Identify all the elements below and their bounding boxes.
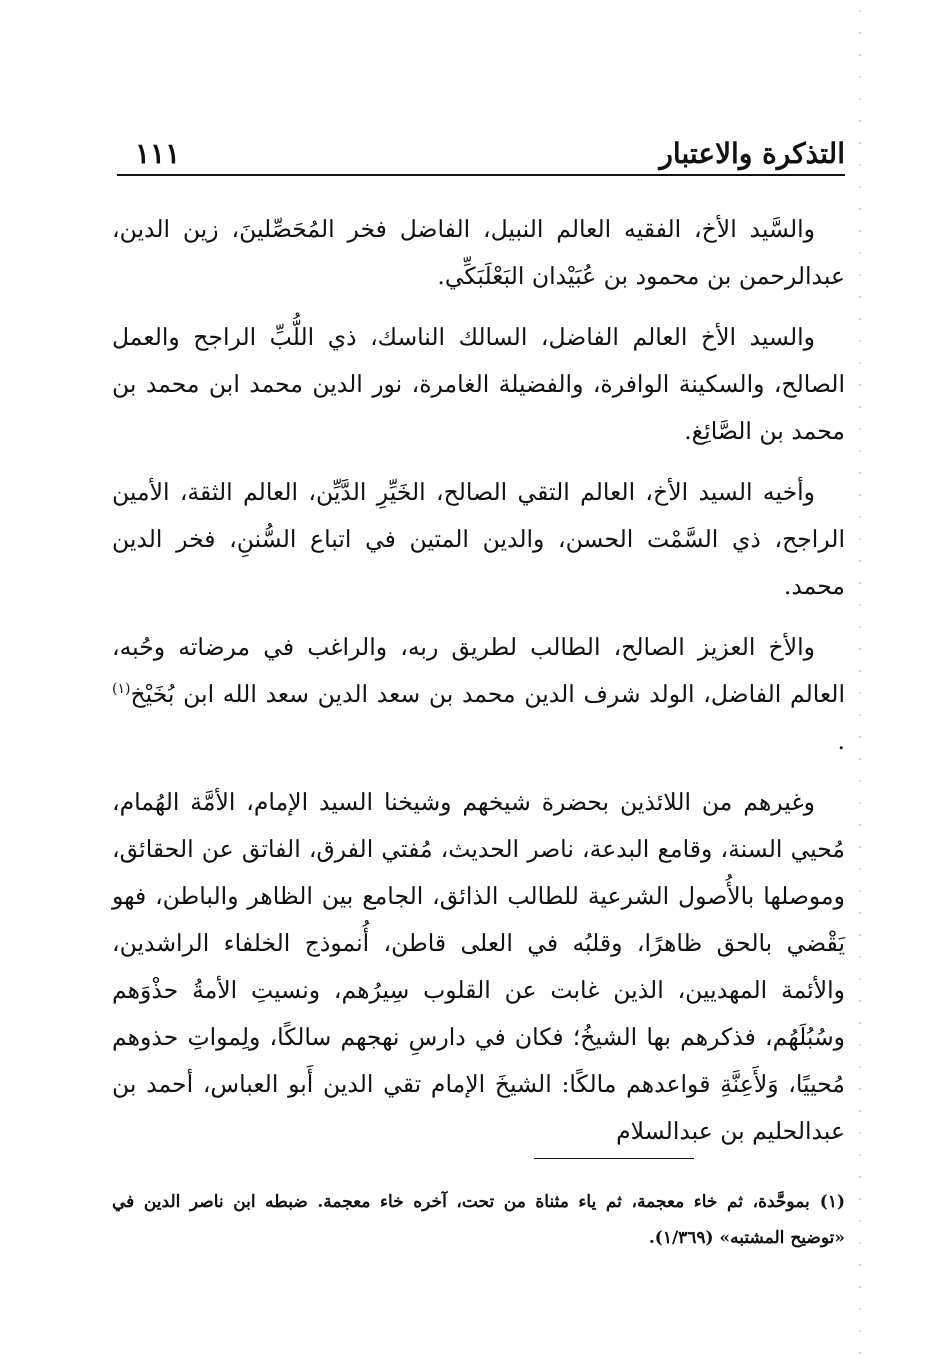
paragraph-3: وأخيه السيد الأخ، العالم التقي الصالح، الخَيِّرِ الدَّيِّن، العالم الثقة، الأمين الراجح، ذي السَّمْت الحسن، والدين المتين في اتباع السُّننِ، فخر الدين محمد. bbox=[112, 478, 845, 600]
running-title: التذكرة والاعتبار bbox=[659, 137, 845, 170]
paragraph-4 bbox=[112, 624, 845, 765]
page-body bbox=[112, 206, 845, 1155]
footnote-text: بموحَّدة، ثم خاء معجمة، ثم ياء مثناة من تحت، آخره خاء معجمة. ضبطه ابن ناصر الدين في «توضيح المشتبه» (١/٣٦٩). bbox=[112, 1192, 845, 1248]
page-header bbox=[117, 128, 845, 176]
footnote bbox=[112, 1184, 845, 1256]
paragraph-2: والسيد الأخ العالم الفاضل، السالك الناسك، ذي اللُّبِّ الراجح والعمل الصالح، والسكينة الوافرة، والفضيلة الغامرة، نور الدين محمد ابن محمد بن محمد بن الصَّائِغ. bbox=[112, 323, 845, 445]
paragraph-1: والسَّيد الأخ، الفقيه العالم النبيل، الفاضل فخر المُحَصِّلينَ، زين الدين، عبدالرحمن بن محمود بن عُبَيْدان البَعْلَبَكِّي. bbox=[112, 215, 845, 290]
footnote-number: (١) bbox=[819, 1192, 845, 1212]
paragraph-4-text: والأخ العزيز الصالح، الطالب لطريق ربه، والراغب في مرضاته وحُبه، العالم الفاضل، الولد شرف الدين محمد بن سعد الدين سعد الله ابن بُخَيْخ bbox=[112, 633, 845, 708]
footnote-divider bbox=[534, 1158, 694, 1159]
paragraph-5: وغيرهم من اللائذين بحضرة شيخهم وشيخنا السيد الإمام، الأمَّة الهُمام، مُحيي السنة، وقامع البدعة، ناصر الحديث، مُفتي الفرق، الفاتق عن الحقائق، وموصلها بالأُصول الشرعية للطالب الذائق، الجامع بين الظاهر والباطن، فهو يَقْضي بالحق ظاهرًا، وقلبُه في العلى قاطن، أُنموذج الخلفاء الراشدين، والأئمة المهديين، الذين غابت عن القلوب سِيرُهم، ونسيتِ الأمةُ حذْوَهم وسُبُلَهُم، فذكرهم بها الشيخُ؛ فكان في دارسِ نهجهم سالكًا، ولِمواتِ حذوهم مُحييًا، وَلأَعِنَّةِ قواعدهم مالكًا: الشيخَ الإمام تقي الدين أَبو العباس، أحمد بن عبدالحليم بن عبدالسلام bbox=[112, 788, 845, 1145]
page-number: ١١١ bbox=[135, 137, 181, 170]
margin-dots bbox=[858, 0, 862, 1371]
paragraph-4-end: . bbox=[837, 727, 845, 755]
footnote-reference[interactable]: (١) bbox=[112, 681, 131, 698]
